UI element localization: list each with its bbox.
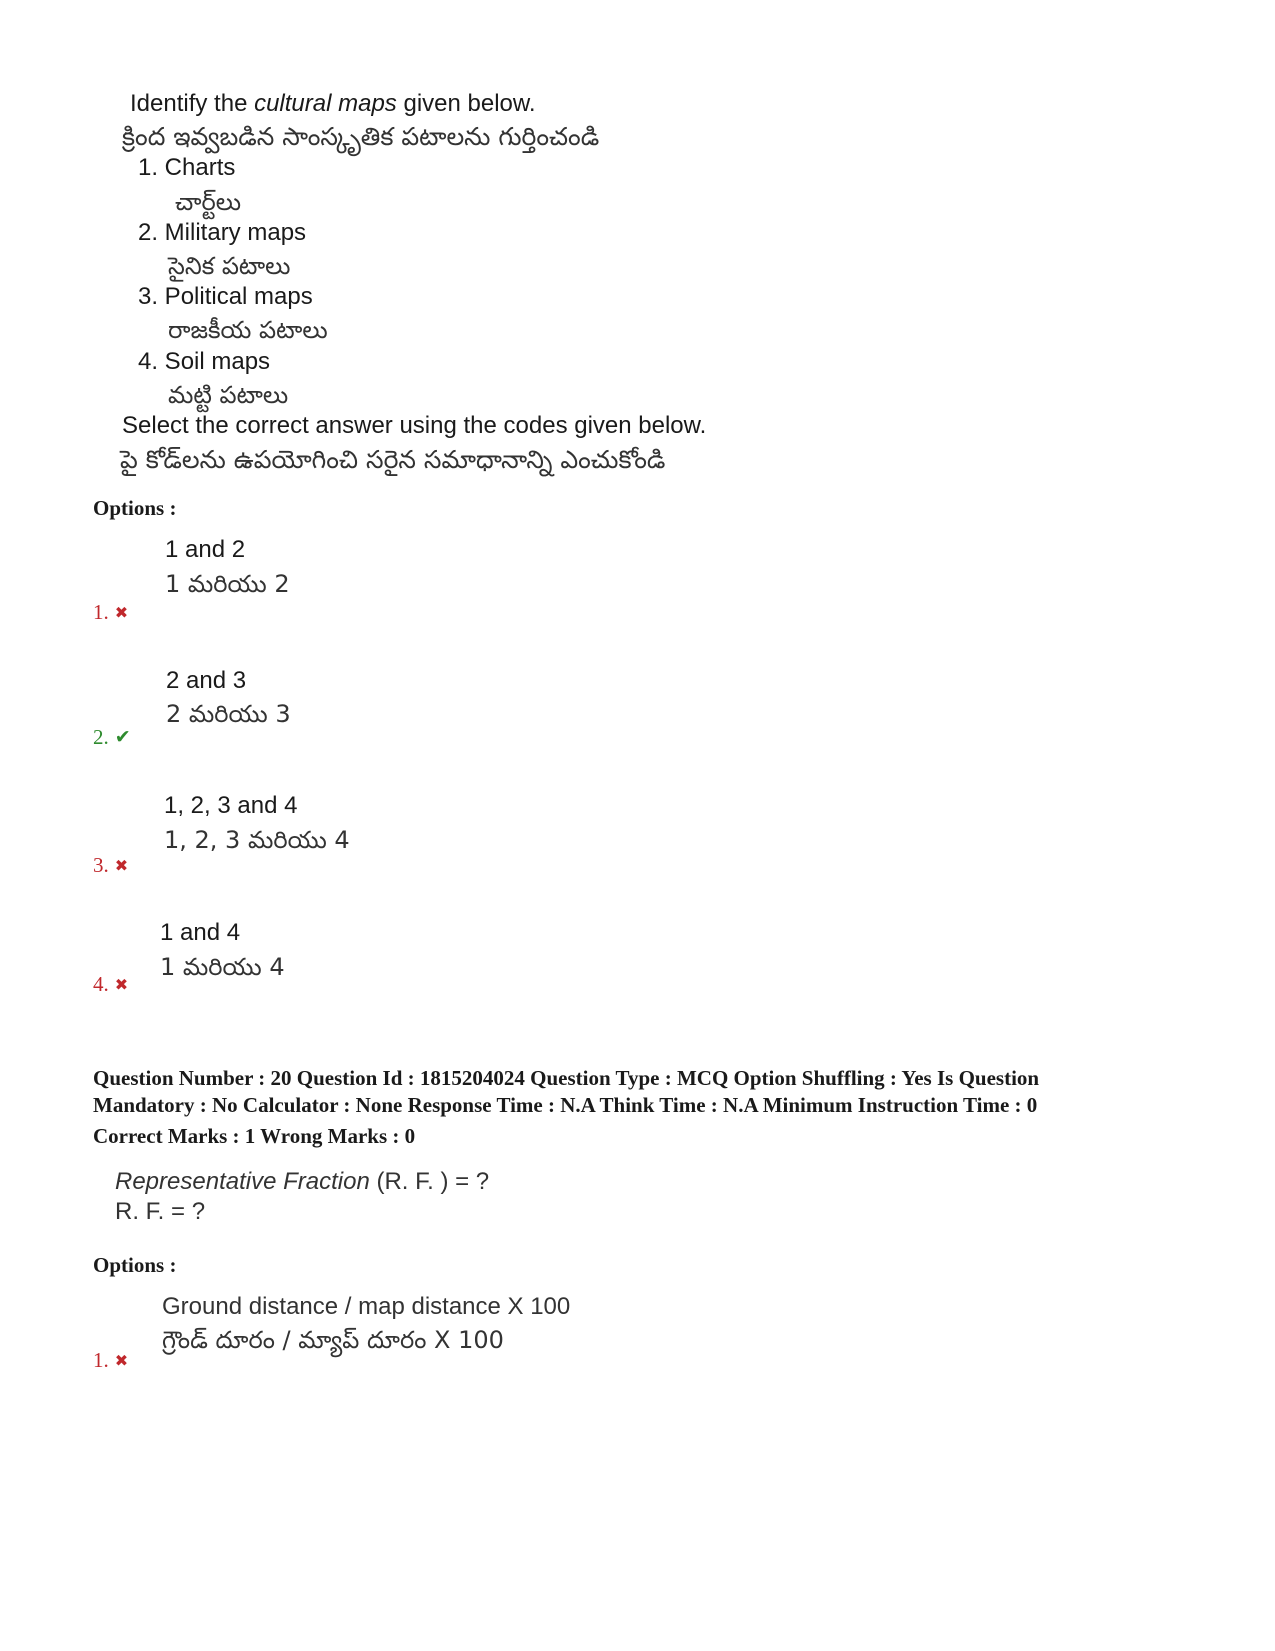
list-item-2-te: సైనిక పటాలు bbox=[168, 252, 291, 280]
cross-icon: ✖ bbox=[114, 1351, 129, 1370]
option-2-number bbox=[93, 725, 131, 750]
option-3-num-text: 3. bbox=[93, 853, 109, 877]
option-2-en: 2 and 3 bbox=[166, 667, 247, 694]
list-item-1-te: చార్ట్‌లు bbox=[175, 188, 242, 216]
stem-text-start: Identify the bbox=[130, 90, 255, 117]
check-icon: ✔ bbox=[114, 726, 131, 748]
question-stem-telugu: క్రింద ఇవ్వబడిన సాంస్కృతిక పటాలను గుర్తించండి bbox=[122, 122, 600, 151]
instruction-en: Select the correct answer using the codes given below. bbox=[122, 412, 707, 439]
instruction-te: పై కోడ్‌లను ఉపయోగించి సరైన సమాధానాన్ని ఎంచుకోండి bbox=[120, 445, 666, 474]
option-1-en: 1 and 2 bbox=[165, 536, 246, 563]
cross-icon: ✖ bbox=[114, 856, 129, 875]
option-2-num-text: 2. bbox=[93, 725, 109, 749]
question-stem bbox=[115, 1170, 489, 1194]
options-label: Options : bbox=[93, 496, 177, 520]
stem-text-italic: cultural maps bbox=[254, 90, 397, 117]
option-4-num-text: 4. bbox=[93, 972, 109, 996]
list-item-2-en: 2. Military maps bbox=[138, 219, 307, 246]
stem-text-end: given below. bbox=[396, 90, 536, 117]
list-item-4-te: మట్టి పటాలు bbox=[168, 381, 289, 409]
list-item-4-en: 4. Soil maps bbox=[138, 348, 271, 375]
cross-icon: ✖ bbox=[114, 975, 129, 994]
cross-icon: ✖ bbox=[114, 603, 129, 622]
option-1-te: 1 మరియు 2 bbox=[165, 570, 290, 598]
option-1-te: గ్రౌండ్ దూరం / మ్యాప్ దూరం X 100 bbox=[162, 1326, 504, 1354]
option-3-number bbox=[93, 853, 128, 878]
option-1-num-text: 1. bbox=[93, 1348, 109, 1372]
list-item-3-te: రాజకీయ పటాలు bbox=[168, 316, 328, 344]
list-item-3-en: 3. Political maps bbox=[138, 283, 313, 310]
option-4-te: 1 మరియు 4 bbox=[160, 953, 285, 981]
question-marks: Correct Marks : 1 Wrong Marks : 0 bbox=[93, 1124, 416, 1148]
option-3-en: 1, 2, 3 and 4 bbox=[164, 792, 298, 819]
stem-text-end: (R. F. ) = ? bbox=[369, 1168, 490, 1195]
option-1-number bbox=[93, 1348, 128, 1373]
list-item-1-en: 1. Charts bbox=[138, 154, 236, 181]
option-3-te: 1, 2, 3 మరియు 4 bbox=[164, 826, 350, 854]
option-4-en: 1 and 4 bbox=[160, 919, 241, 946]
option-2-te: 2 మరియు 3 bbox=[166, 700, 291, 728]
option-4-number bbox=[93, 972, 128, 997]
option-1-en: Ground distance / map distance X 100 bbox=[162, 1293, 571, 1320]
question-stem bbox=[130, 92, 536, 116]
option-1-number bbox=[93, 600, 128, 625]
question-meta: Question Number : 20 Question Id : 1815204024 Question Type : MCQ Option Shuffling : Yes Is Question Mandatory : No Calculator : None Response Time : N.A Think Time : N.A Minimum Instruction Time : 0 bbox=[93, 1066, 1040, 1117]
options-label: Options : bbox=[93, 1253, 177, 1277]
stem-text-italic: Representative Fraction bbox=[115, 1168, 370, 1195]
option-1-num-text: 1. bbox=[93, 600, 109, 624]
question-stem-line2: R. F. = ? bbox=[115, 1198, 206, 1225]
